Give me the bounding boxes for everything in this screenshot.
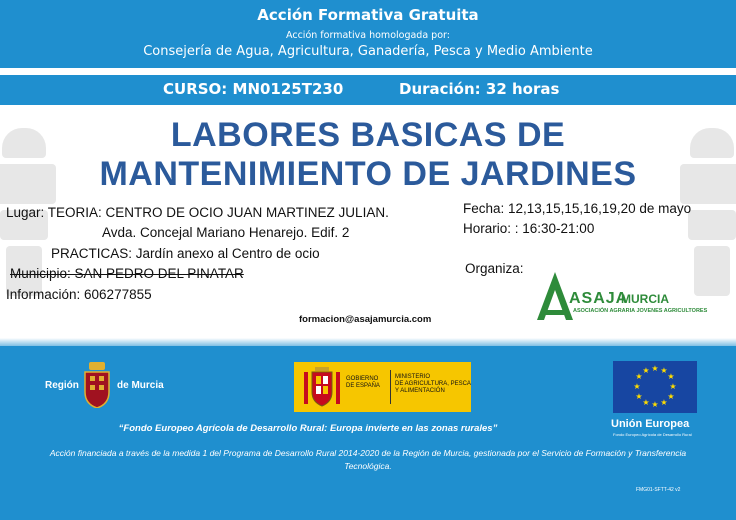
municipio-text: Municipio: SAN PEDRO DEL PINATAR bbox=[10, 266, 244, 281]
svg-text:★: ★ bbox=[635, 372, 643, 381]
organiza-text: Organiza: bbox=[465, 261, 524, 276]
svg-text:★: ★ bbox=[642, 398, 650, 407]
asaja-logo-region: MURCIA bbox=[621, 292, 669, 306]
region-murcia-left: Región bbox=[45, 380, 79, 391]
header-homologated: Acción formativa homologada por: bbox=[286, 30, 450, 41]
region-murcia-right: de Murcia bbox=[117, 380, 164, 391]
murcia-crest-icon bbox=[83, 362, 111, 408]
practicas-text: PRACTICAS: Jardín anexo al Centro de ocio bbox=[51, 246, 320, 261]
course-duration: Duración: 32 horas bbox=[399, 80, 560, 98]
asaja-logo-subtitle: ASOCIACIÓN AGRARIA JOVENES AGRICULTORES bbox=[573, 308, 708, 314]
main-area bbox=[0, 108, 736, 346]
contact-email[interactable]: formacion@asajamurcia.com bbox=[299, 314, 432, 325]
course-code: CURSO: MN0125T230 bbox=[163, 80, 344, 98]
course-band bbox=[0, 75, 736, 105]
svg-text:★: ★ bbox=[651, 364, 659, 373]
lugar-text: Lugar: TEORIA: CENTRO DE OCIO JUAN MARTINEZ JULIAN. bbox=[6, 205, 389, 220]
svg-text:★: ★ bbox=[667, 392, 675, 401]
header-title: Acción Formativa Gratuita bbox=[257, 6, 479, 24]
eu-label: Unión Europea bbox=[611, 418, 690, 430]
svg-text:★: ★ bbox=[651, 400, 659, 409]
svg-text:★: ★ bbox=[642, 366, 650, 375]
asaja-logo-name: ASAJA bbox=[569, 290, 629, 307]
financiada-text: Acción financiada a través de la medida 1 del Programa de Desarrollo Rural 2014-2020 de la Región de Murcia, gestionada por el Servicio de Formación y Transferencia Tecnológica. bbox=[49, 448, 687, 471]
eu-flag-icon bbox=[613, 361, 697, 413]
spain-coat-of-arms-icon bbox=[300, 366, 344, 408]
course-title-line2: MANTENIMIENTO DE JARDINES bbox=[99, 155, 637, 193]
logo-divider bbox=[390, 370, 391, 404]
informacion-text: Información: 606277855 bbox=[6, 287, 152, 302]
gobierno-espana-logo bbox=[294, 362, 471, 412]
header-band bbox=[0, 0, 736, 68]
horario-text: Horario: : 16:30-21:00 bbox=[463, 221, 595, 236]
header-ministry: Consejería de Agua, Agricultura, Ganadería, Pesca y Medio Ambiente bbox=[143, 44, 593, 59]
svg-text:★: ★ bbox=[669, 382, 677, 391]
ministerio-text: MINISTERIO DE AGRICULTURA, PESCA Y ALIMENTACIÓN bbox=[395, 374, 471, 394]
fecha-text: Fecha: 12,13,15,15,16,19,20 de mayo bbox=[463, 201, 692, 216]
asaja-logo bbox=[533, 270, 713, 326]
footer-band bbox=[0, 346, 736, 520]
svg-text:★: ★ bbox=[635, 392, 643, 401]
document-code: FMG01-SFTT-42 v2 bbox=[636, 487, 681, 493]
gobierno-text: GOBIERNO DE ESPAÑA bbox=[346, 376, 380, 389]
svg-text:★: ★ bbox=[660, 398, 668, 407]
eu-sub: Fondo Europeo Agrícola de Desarrollo Rural bbox=[613, 432, 692, 437]
fondo-quote: “Fondo Europeo Agrícola de Desarrollo Rural: Europa invierte en las zonas rurales” bbox=[118, 423, 498, 434]
svg-text:★: ★ bbox=[660, 366, 668, 375]
svg-text:★: ★ bbox=[633, 382, 641, 391]
address-text: Avda. Concejal Mariano Henarejo. Edif. 2 bbox=[102, 225, 350, 240]
svg-text:★: ★ bbox=[667, 372, 675, 381]
course-title-line1: LABORES BASICAS DE bbox=[170, 116, 566, 154]
